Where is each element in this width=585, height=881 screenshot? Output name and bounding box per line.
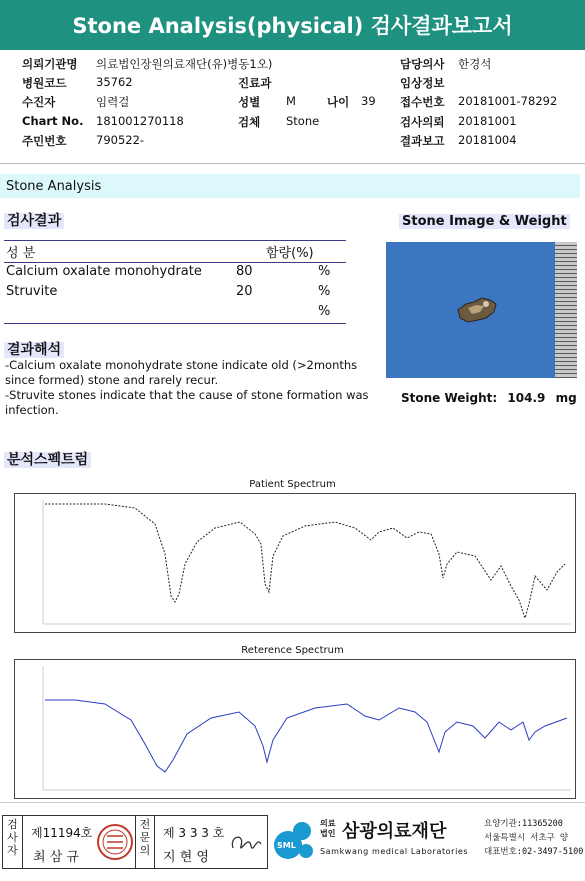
institution-label: 의뢰기관명 (22, 57, 78, 71)
stone-photo (386, 242, 577, 378)
tester-label: 검사자 (3, 816, 23, 868)
table-row: Calcium oxalate monohydrate (6, 264, 202, 279)
contact-info (484, 817, 585, 859)
interpretation-line-1: -Calcium oxalate monohydrate stone indicate old (>2months since formed) stone and rarely recur. (5, 358, 358, 387)
stone-image (386, 242, 577, 378)
stone-heading: Stone Image & Weight (399, 210, 570, 229)
interpretation-text (5, 358, 377, 418)
footer (0, 815, 585, 881)
logo-subtitle: Samkwang medical Laboratories (320, 847, 469, 856)
hospital-code-value: 35762 (96, 75, 133, 89)
signature (225, 826, 265, 860)
department-label: 진료과 (238, 76, 272, 90)
report-label: 결과보고 (400, 134, 445, 148)
logo-small: SML (277, 841, 296, 850)
receipt-value: 20181001-78292 (458, 94, 558, 108)
specimen-value: Stone (286, 114, 320, 128)
address-line: 서울특별시 서초구 양 (484, 833, 569, 843)
logo-name: 삼광의료재단 (342, 821, 447, 842)
institution-value: 의료법인장원의료재단(유)병동1오) (96, 57, 273, 71)
stone-weight-unit: mg (555, 391, 577, 405)
logo-prefix: 의료 법인 (320, 819, 336, 838)
report-value: 20181004 (458, 133, 517, 147)
interpretation-line-2: -Struvite stones indicate that the cause of stone formation was infection. (5, 388, 369, 417)
results-table-header (4, 242, 346, 263)
resident-value: 790522- (96, 133, 145, 147)
table-row: Struvite (6, 284, 58, 299)
results-heading: 검사결과 (4, 210, 64, 230)
table-row-value: 20 (236, 284, 253, 299)
patient-spectrum-title: Patient Spectrum (249, 479, 336, 490)
doctor-label: 담당의사 (400, 57, 445, 71)
specialist-number: 제 3 3 3 호 (163, 826, 225, 840)
patient-spectrum-chart (14, 493, 576, 633)
col-content: 함량(%) (266, 246, 314, 261)
interpretation-heading: 결과해석 (4, 339, 64, 359)
table-bottom-rule (4, 323, 346, 324)
receipt-label: 접수번호 (400, 95, 445, 109)
patient-spectrum-plot (15, 494, 575, 632)
section-title: Stone Analysis (0, 174, 580, 198)
table-top-rule (4, 240, 346, 241)
seal-stamp (95, 822, 135, 862)
table-row-unit: % (318, 304, 331, 319)
specimen-label: 검체 (238, 115, 261, 129)
patient-value: 임력걸 (96, 95, 130, 109)
signature-box (2, 815, 268, 869)
tester-name: 최 삼 규 (33, 850, 79, 865)
phone-line: 대표번호:02-3497-5100 (484, 847, 584, 857)
age-label: 나이 (327, 95, 350, 109)
specialist-label: 전문의 (135, 816, 155, 868)
sex-label: 성별 (238, 95, 261, 109)
table-row-unit: % (318, 284, 331, 299)
code-line: 요양기관:11365200 (484, 819, 563, 829)
age-value: 39 (361, 94, 376, 108)
table-row-unit: % (318, 264, 331, 279)
tester-number: 제11194호 (31, 826, 93, 840)
request-label: 검사의뢰 (400, 115, 445, 129)
clinical-label: 임상정보 (400, 76, 445, 90)
hospital-code-label: 병원코드 (22, 76, 67, 90)
stone-weight (401, 391, 577, 405)
info-divider (0, 163, 585, 164)
doctor-value: 한경석 (458, 57, 492, 71)
reference-spectrum-plot (15, 660, 575, 798)
patient-label: 수진자 (22, 95, 56, 109)
footer-divider (0, 802, 585, 803)
resident-label: 주민번호 (22, 134, 67, 148)
stone-weight-label: Stone Weight: (401, 391, 498, 405)
request-value: 20181001 (458, 114, 517, 128)
stone-weight-value: 104.9 (507, 391, 546, 405)
ruler (555, 242, 577, 378)
reference-spectrum-title: Reterence Spectrum (241, 645, 344, 656)
sex-value: M (286, 94, 296, 108)
spectrum-heading: 분석스펙트럼 (4, 449, 91, 469)
chart-value: 181001270118 (96, 114, 184, 128)
patient-info (0, 52, 585, 160)
col-component: 성 분 (6, 246, 36, 261)
reference-spectrum-chart (14, 659, 576, 799)
chart-label: Chart No. (22, 114, 84, 128)
specialist-name: 지 현 영 (163, 850, 209, 865)
report-title: Stone Analysis(physical) 검사결과보고서 (0, 0, 585, 50)
logo-mark (272, 817, 322, 867)
table-row-value: 80 (236, 264, 253, 279)
